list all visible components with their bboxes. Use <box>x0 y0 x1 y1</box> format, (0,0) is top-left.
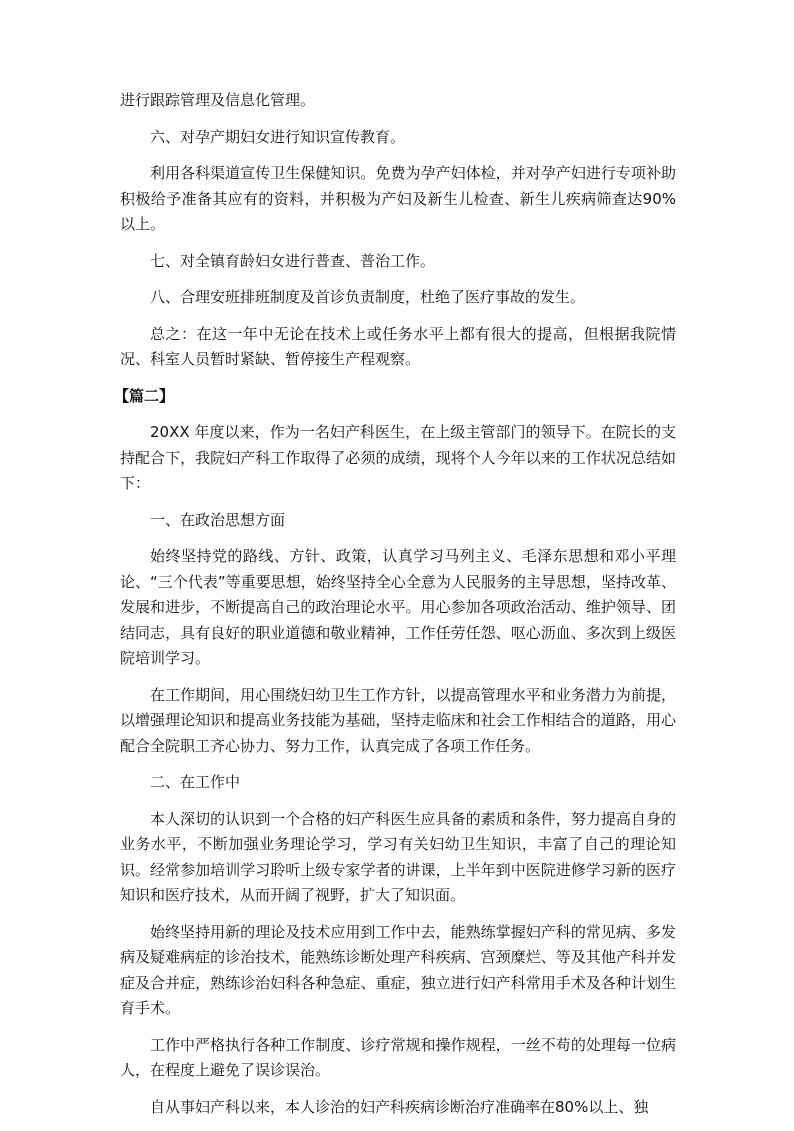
paragraph-9: 一、在政治思想方面 <box>150 510 286 529</box>
paragraph-8: 20XX 年度以来，作为一名妇产科医生，在上级主管部门的领导下。在院长的支持配合下，我院妇产科工作取得了必须的成绩，现将个人今年以来的工作状况总结如下： <box>120 423 676 492</box>
paragraph-5: 八、合理安班排班制度及首诊负责制度，杜绝了医疗事故的发生。 <box>150 288 586 306</box>
paragraph-6: 总之：在这一年中无论在技术上或任务水平上都有很大的提高，但根据我院情况、科室人员暂时紧缺、暂停接生产程观察。 <box>120 324 676 368</box>
section-heading: 【篇二】 <box>114 386 175 405</box>
paragraph-16: 自从事妇产科以来，本人诊治的妇产科疾病诊断治疗准确率在80%以上、独 <box>150 1097 649 1116</box>
paragraph-10: 始终坚持党的路线、方针、政策，认真学习马列主义、毛泽东思想和邓小平理论、“三个代表”等重要思想，始终坚持全心全意为人民服务的主导思想，坚持改革、发展和进步，不断提高自己的政治理论水平。用心参加各项政治活动、维护领导、团结同志，具有良好的职业道德和敬业精神，工作任劳任怨、呕心沥血、多次到上级医院培训学习。 <box>120 547 676 667</box>
paragraph-13: 本人深切的认识到一个合格的妇产科医生应具备的素质和条件，努力提高自身的业务水平，不断加强业务理论学习，学习有关妇幼卫生知识，丰富了自己的理论知识。经常参加培训学习聆听上级专家学者的讲课，上半年到中医院进修学习新的医疗知识和医疗技术，从而开阔了视野，扩大了知识面。 <box>120 809 676 904</box>
paragraph-14: 始终坚持用新的理论及技术应用到工作中去，能熟练掌握妇产科的常见病、多发病及疑难病症的诊治技术，能熟练诊断处理产科疾病、宫颈糜烂、等及其他产科并发症及合并症，熟练诊治妇科各种急症、重症，独立进行妇产科常用手术及各种计划生育手术。 <box>120 922 676 1017</box>
paragraph-15: 工作中严格执行各种工作制度、诊疗常规和操作规程，一丝不苟的处理每一位病人，在程度上避免了误诊误治。 <box>120 1035 676 1079</box>
paragraph-3: 利用各科渠道宣传卫生保健知识。免费为孕产妇体检，并对孕产妇进行专项补助积极给予准备其应有的资料，并积极为产妇及新生儿检查、新生儿疾病筛查达90%以上。 <box>120 164 676 233</box>
paragraph-12: 二、在工作中 <box>150 773 241 791</box>
paragraph-1: 进行跟踪管理及信息化管理。 <box>120 91 316 109</box>
document-page <box>114 88 676 1131</box>
paragraph-11: 在工作期间，用心围绕妇幼卫生工作方针，以提高管理水平和业务潜力为前提，以增强理论知识和提高业务技能为基础，坚持走临床和社会工作相结合的道路，用心配合全院职工齐心协力、努力工作，认真完成了各项工作任务。 <box>120 685 676 755</box>
paragraph-2: 六、对孕产期妇女进行知识宣传教育。 <box>150 127 406 146</box>
paragraph-4: 七、对全镇育龄妇女进行普查、普治工作。 <box>150 251 436 270</box>
